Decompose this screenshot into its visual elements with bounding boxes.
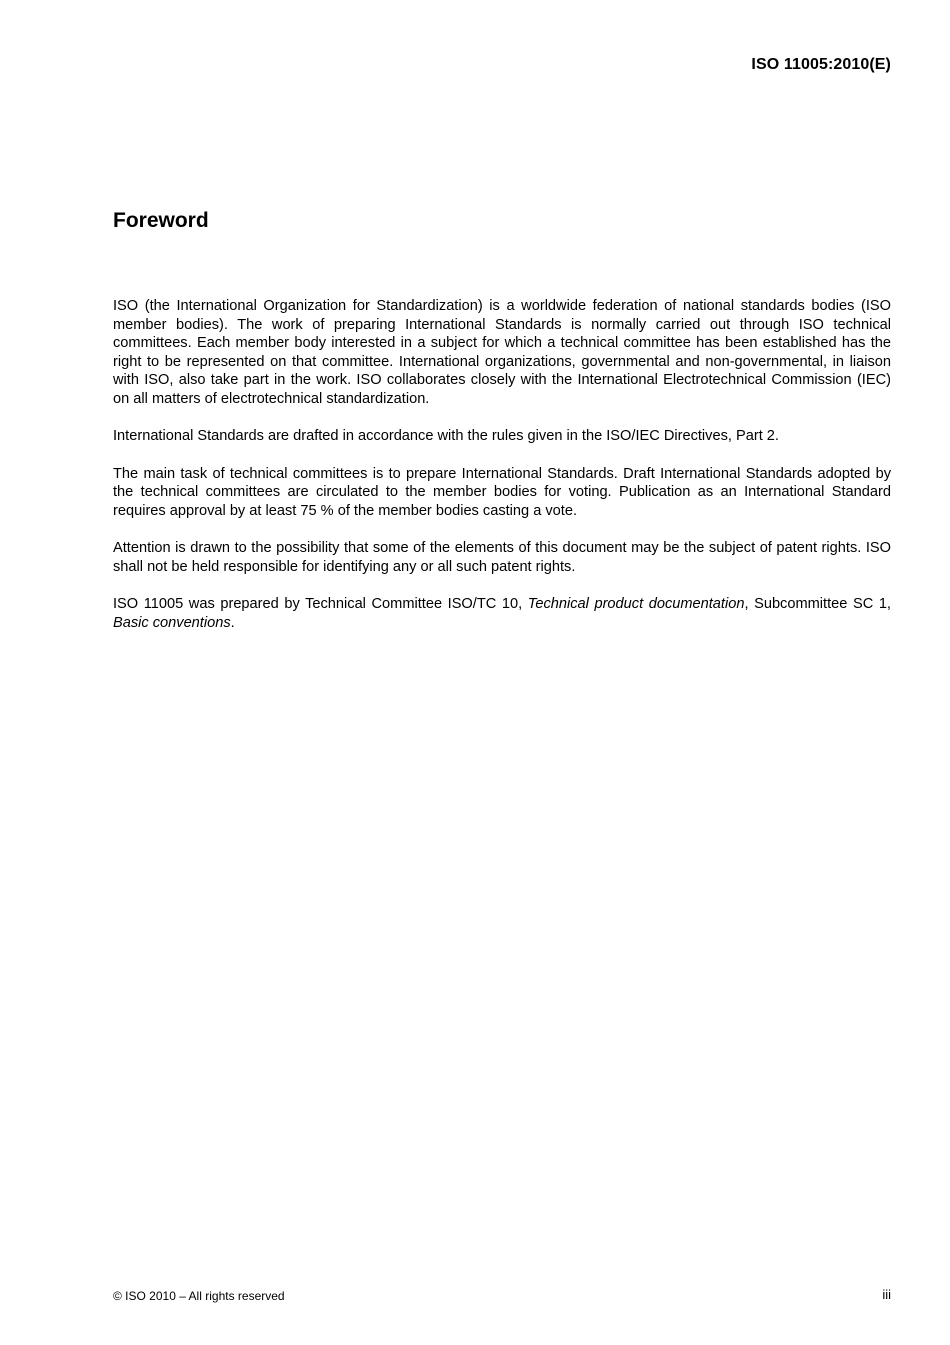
- copyright-notice: © ISO 2010 – All rights reserved: [113, 1289, 285, 1303]
- prepared-by-text-1: ISO 11005 was prepared by Technical Committee ISO/TC 10,: [113, 596, 528, 612]
- foreword-body: [113, 297, 891, 651]
- prepared-by-text-3: .: [230, 614, 235, 631]
- document-code: ISO 11005:2010(E): [751, 56, 891, 73]
- paragraph-prepared-by: [113, 595, 891, 632]
- prepared-by-text-2: , Subcommittee SC 1,: [744, 596, 891, 612]
- page-number: iii: [882, 1287, 891, 1302]
- paragraph-directives: International Standards are drafted in accordance with the rules given in the ISO/IEC Directives, Part 2.: [113, 428, 779, 444]
- committee-title: Technical product documentation: [527, 596, 745, 612]
- paragraph-iso-intro: ISO (the International Organization for Standardization) is a worldwide federation of national standards bodies (ISO member bodies). The work of preparing International Standards is normally carried out through ISO technical committees. Each member body interested in a subject for which a technical committee has been established has the right to be represented on that committee. International organizations, governmental and non-governmental, in liaison with ISO, also take part in the work. ISO collaborates closely with the International Electrotechnical Commission (IEC) on all matters of electrotechnical standardization.: [113, 298, 891, 407]
- subcommittee-title: Basic conventions: [113, 614, 231, 631]
- paragraph-committees-task: The main task of technical committees is to prepare International Standards. Draft International Standards adopted by the technical committees are circulated to the member bodies for voting. Publication as an International Standard requires approval by at least 75 % of the member bodies casting a vote.: [113, 465, 891, 519]
- page-title: Foreword: [113, 209, 209, 232]
- paragraph-patent-rights: Attention is drawn to the possibility that some of the elements of this document may be the subject of patent rights. ISO shall not be held responsible for identifying any or all such patent rights.: [113, 540, 891, 575]
